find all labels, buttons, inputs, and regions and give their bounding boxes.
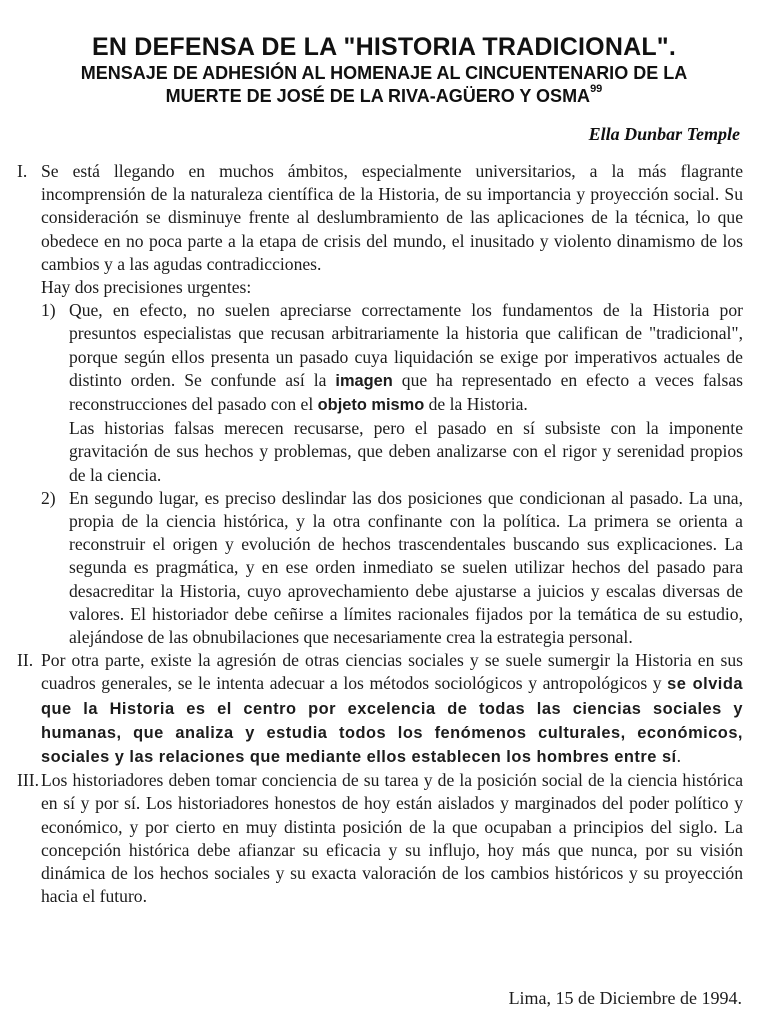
list-item-2 <box>41 487 743 649</box>
document-subtitle-line2 <box>0 83 768 107</box>
section-1-body <box>41 160 743 649</box>
signature-date: Lima, 15 de Diciembre de 1994. <box>508 988 742 1008</box>
list-item-1-para1 <box>69 299 743 417</box>
list-item-1-para2: Las historias falsas merecen recusarse, pero el pasado en sí subsiste con la imponente gravitación de sus hechos y problemas, que deben analizarse con el rigor y serenidad propios de la ciencia. <box>69 418 743 485</box>
item1-text-a: Que, en efecto, no suelen apreciarse correctamente los fundamentos de la Historia por presuntos especialistas que recusan arbitrariamente la historia que califican de "tradicional", porque según ellos presenta un pasado cuya liquidación se exige por imperativos actuales de distinto orden. Se confunde así la <box>69 300 743 390</box>
subtitle-line2-text: MUERTE DE JOSÉ DE LA RIVA-AGÜERO Y OSMA <box>165 86 591 106</box>
item1-text-c: de la Historia. <box>424 394 528 415</box>
item1-text-b: que ha representado en efecto a veces falsas reconstrucciones del pasado con el <box>69 369 743 415</box>
footnote-reference: 99 <box>590 83 603 95</box>
document-body <box>17 160 743 909</box>
list-item-2-body <box>69 487 743 649</box>
section-2-body <box>41 649 743 769</box>
author-name: Ella Dunbar Temple <box>588 124 740 144</box>
section-3 <box>17 769 743 908</box>
list-item-1-body <box>69 299 743 487</box>
section-2-end: . <box>676 746 682 767</box>
list-item-2-text: En segundo lugar, es preciso deslindar las dos posiciones que condicionan al pasado. La una, propia de la ciencia histórica, y la otra confinante con la política. La primera se orienta a reconstruir el origen y evolución de hechos trascendentales buscando sus explicaciones. La segunda es pragmática, y en ese orden inmediato se suelen utilizar hechos del pasado para desacreditar la Historia, cuyo aprovechamiento debe ajustarse a juicios y escalas diversas de valores. El historiador debe ceñirse a límites racionales fijados por la temática de su estudio, alejándose de las obnubilaciones que necesariamente crea la estrategia personal. <box>69 487 743 648</box>
document-subtitle-line1: MENSAJE DE ADHESIÓN AL HOMENAJE AL CINCUENTENARIO DE LA <box>80 63 688 83</box>
item1-bold-objeto: objeto mismo <box>317 396 425 415</box>
list-item-number: 2) <box>41 487 56 508</box>
section-numeral: I. <box>17 161 28 181</box>
section-numeral: III. <box>17 770 39 791</box>
section-2-bold: se olvida que la Historia es el centro por excelencia de todas las ciencias sociales y humanas, que analiza y estudia todos los fenómenos culturales, económicos, sociales y las relaciones que mediante ellos establecen los hombres entre sí <box>41 675 743 767</box>
section-1-intro: Se está llegando en muchos ámbitos, especialmente universitarios, a la más flagrante incomprensión de la naturaleza científica de la Historia, de su importancia y proyección social. Su consideración se disminuye frente al deslumbramiento de las aplicaciones de la técnica, lo que obedece en no poca parte a la etapa de crisis del mundo, el inusitado y violento dinamismo de los cambios y a las agudas contradicciones. <box>41 161 743 274</box>
document-title: EN DEFENSA DE LA "HISTORIA TRADICIONAL". <box>91 33 677 61</box>
item1-bold-imagen: imagen <box>335 371 393 390</box>
section-1-lead: Hay dos precisiones urgentes: <box>41 277 252 298</box>
section-numeral: II. <box>17 650 34 671</box>
section-2 <box>17 649 743 769</box>
section-2-plain: Por otra parte, existe la agresión de otras ciencias sociales y se suele sumergir la Historia en sus cuadros generales, se le intenta adecuar a los métodos sociológicos y antropológicos y <box>41 650 743 694</box>
list-item-number: 1) <box>41 300 56 321</box>
list-item-1 <box>41 299 743 487</box>
section-3-text: Los historiadores deben tomar conciencia de su tarea y de la posición social de la ciencia histórica en sí y por sí. Los historiadores honestos de hoy están aislados y marginados del poder político y económico, y por cierto en muy distinta posición de la que ocupaban a principios del siglo. La concepción histórica debe afianzar su eficacia y su influjo, hoy más que nunca, por su visión dinámica de los hechos sociales y su exacta valoración de los cambios históricos y su proyección hacia el futuro. <box>41 770 743 907</box>
section-2-text <box>41 649 743 769</box>
section-1 <box>17 160 743 649</box>
section-3-body <box>41 769 743 908</box>
